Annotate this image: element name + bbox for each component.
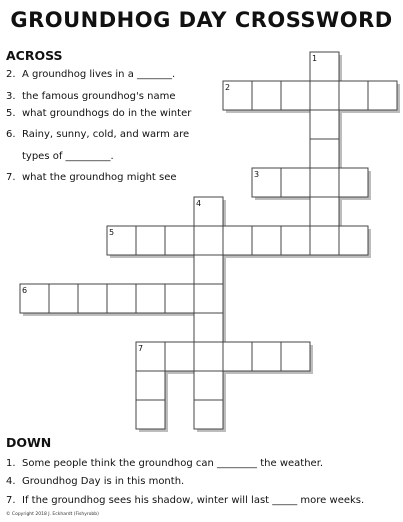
crossword-cell[interactable] <box>194 226 223 255</box>
crossword-cell[interactable] <box>252 81 281 110</box>
cell-number: 2 <box>225 83 231 92</box>
crossword-cell[interactable] <box>194 400 223 429</box>
crossword-cell[interactable] <box>281 168 310 197</box>
crossword-cell[interactable] <box>310 139 339 168</box>
cell-number: 4 <box>196 199 202 208</box>
across-heading: ACROSS <box>6 48 63 63</box>
crossword-cell[interactable] <box>252 226 281 255</box>
crossword-cell[interactable] <box>223 342 252 371</box>
crossword-cell[interactable] <box>194 313 223 342</box>
crossword-cell[interactable] <box>223 226 252 255</box>
crossword-cell[interactable] <box>310 197 339 226</box>
crossword-cell[interactable] <box>368 81 397 110</box>
clue-text: what the groundhog might see <box>22 172 177 183</box>
clue-number: 6. <box>6 129 16 140</box>
crossword-cell[interactable] <box>194 284 223 313</box>
crossword-cell[interactable] <box>281 226 310 255</box>
crossword-cell[interactable] <box>49 284 78 313</box>
crossword-cell[interactable] <box>310 226 339 255</box>
down-clue-7 <box>6 495 364 506</box>
crossword-cell[interactable] <box>136 284 165 313</box>
crossword-cell[interactable] <box>194 342 223 371</box>
clue-number: 7. <box>6 172 16 183</box>
crossword-cell[interactable] <box>78 284 107 313</box>
crossword-cell[interactable] <box>136 371 165 400</box>
clue-text: what groundhogs do in the winter <box>22 108 192 119</box>
cell-number: 7 <box>138 344 144 353</box>
clue-number: 2. <box>6 69 16 80</box>
down-heading: DOWN <box>6 435 52 450</box>
clue-text: the famous groundhog's name <box>22 91 176 102</box>
crossword-cell[interactable] <box>165 284 194 313</box>
clue-number: 4. <box>6 476 16 487</box>
cell-number: 1 <box>312 54 318 63</box>
down-clue-1 <box>6 458 323 469</box>
crossword-cell[interactable] <box>339 168 368 197</box>
crossword-cell[interactable] <box>281 81 310 110</box>
clue-text: Groundhog Day is in this month. <box>22 476 185 487</box>
clue-number: 5. <box>6 108 16 119</box>
clue-text: A groundhog lives in a _______. <box>22 69 176 80</box>
crossword-cell[interactable] <box>310 110 339 139</box>
crossword-cell[interactable] <box>339 81 368 110</box>
copyright-notice: © Copyright 2018 J. Eckhardt (Fishyrobb) <box>6 512 99 517</box>
crossword-cell[interactable] <box>310 81 339 110</box>
crossword-cell[interactable] <box>136 400 165 429</box>
clue-number: 3. <box>6 91 16 102</box>
crossword-cell[interactable] <box>165 342 194 371</box>
clue-text: types of _________. <box>22 151 114 162</box>
clue-text: Rainy, sunny, cold, and warm are <box>22 129 190 140</box>
page-title: GROUNDHOG DAY CROSSWORD <box>10 8 393 32</box>
crossword-cell[interactable] <box>310 168 339 197</box>
crossword-cell[interactable] <box>252 342 281 371</box>
crossword-cell[interactable] <box>194 255 223 284</box>
clue-number: 1. <box>6 458 16 469</box>
clue-text: Some people think the groundhog can ________ the weather. <box>22 458 324 469</box>
crossword-cell[interactable] <box>165 226 194 255</box>
crossword-cell[interactable] <box>107 284 136 313</box>
crossword-cell[interactable] <box>339 226 368 255</box>
cell-number: 5 <box>109 228 115 237</box>
cell-number: 6 <box>22 286 28 295</box>
down-clue-4 <box>6 476 184 487</box>
clue-number: 7. <box>6 495 16 506</box>
crossword-cell[interactable] <box>136 226 165 255</box>
crossword-cell[interactable] <box>194 371 223 400</box>
crossword-cell[interactable] <box>281 342 310 371</box>
cell-number: 3 <box>254 170 260 179</box>
clue-text: If the groundhog sees his shadow, winter will last _____ more weeks. <box>22 495 365 506</box>
